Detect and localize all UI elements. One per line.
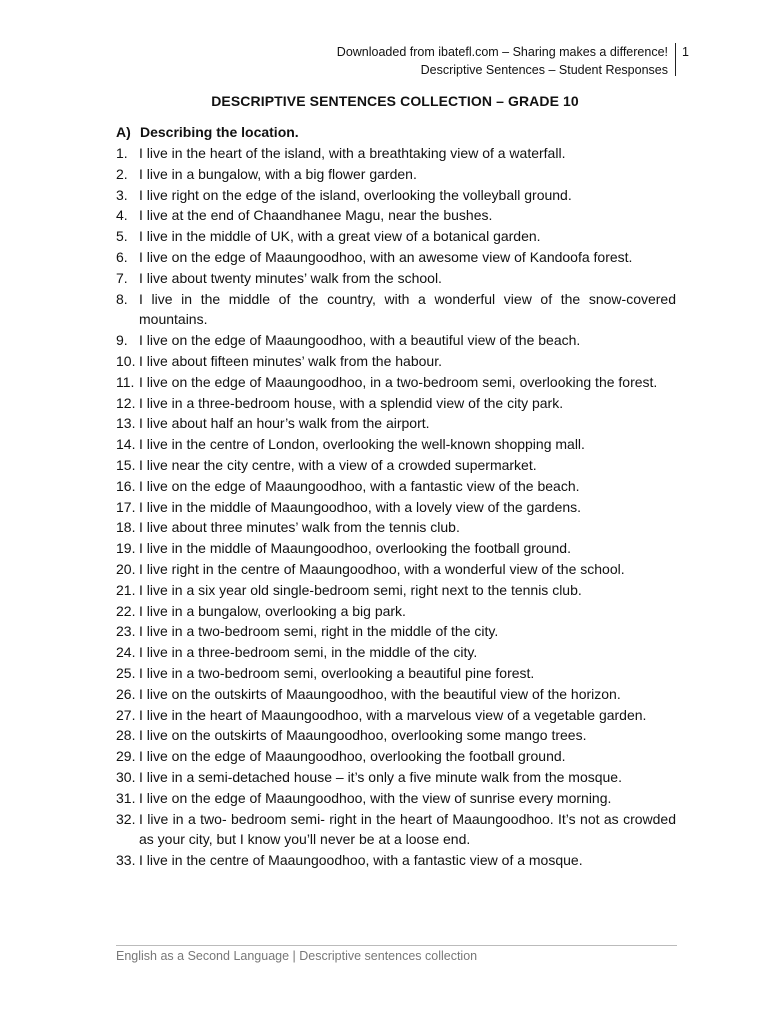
item-number: 23.	[116, 623, 136, 640]
item-text: I live on the edge of Maaungoodhoo, with a fantastic view of the beach.	[139, 477, 580, 494]
list-item	[116, 476, 676, 497]
list-item	[116, 497, 676, 518]
list-item	[116, 788, 676, 809]
item-number: 20.	[116, 560, 136, 577]
item-number: 6.	[116, 248, 128, 265]
list-item	[116, 746, 676, 767]
item-text: I live in a bungalow, overlooking a big park.	[139, 602, 406, 619]
item-text: I live in a bungalow, with a big flower garden.	[139, 165, 417, 182]
header-subtitle-line: Descriptive Sentences – Student Responses	[420, 63, 668, 77]
item-number: 18.	[116, 519, 136, 536]
list-item	[116, 642, 676, 663]
item-text: I live in the middle of Maaungoodhoo, overlooking the football ground.	[139, 540, 571, 557]
item-text: I live in a three-bedroom semi, in the middle of the city.	[139, 644, 478, 661]
item-number: 3.	[116, 186, 128, 203]
list-item	[116, 580, 676, 601]
item-text: I live about twenty minutes’ walk from the school.	[139, 269, 442, 286]
list-item	[116, 205, 676, 226]
item-text: I live on the edge of Maaungoodhoo, in a two-bedroom semi, overlooking the forest.	[139, 373, 658, 390]
item-text: I live at the end of Chaandhanee Magu, near the bushes.	[139, 207, 493, 224]
item-text: I live in the middle of UK, with a great view of a botanical garden.	[139, 228, 541, 245]
item-number: 19.	[116, 540, 136, 557]
item-text: I live on the edge of Maaungoodhoo, with the view of sunrise every morning.	[139, 789, 612, 806]
item-number: 31.	[116, 789, 136, 806]
item-number: 22.	[116, 602, 136, 619]
item-number: 32.	[116, 810, 136, 827]
item-text: I live in the middle of the country, with a wonderful view of the snow-covered mountains.	[139, 290, 676, 328]
item-number: 11.	[116, 373, 135, 390]
item-text: I live in the heart of the island, with a breathtaking view of a waterfall.	[139, 145, 566, 161]
list-item	[116, 289, 676, 331]
item-text: I live in the centre of London, overlooking the well-known shopping mall.	[139, 436, 585, 453]
item-number: 13.	[116, 415, 136, 432]
item-text: I live in a six year old single-bedroom semi, right next to the tennis club.	[139, 581, 582, 598]
item-text: I live in a three-bedroom house, with a splendid view of the city park.	[139, 394, 564, 411]
list-item	[116, 434, 676, 455]
list-item	[116, 164, 676, 185]
item-text: I live on the edge of Maaungoodhoo, with an awesome view of Kandoofa forest.	[139, 248, 633, 265]
item-text: I live in a two- bedroom semi- right in the heart of Maaungoodhoo. It’s not as crowded as your city, but I know you’ll never be at a loose end.	[139, 810, 676, 848]
list-item	[116, 663, 676, 684]
list-item	[116, 393, 676, 414]
item-number: 15.	[116, 456, 136, 473]
list-item	[116, 705, 676, 726]
item-text: I live in the heart of Maaungoodhoo, with a marvelous view of a vegetable garden.	[139, 706, 647, 723]
item-text: I live on the outskirts of Maaungoodhoo, overlooking some mango trees.	[139, 727, 587, 744]
item-number: 33.	[116, 852, 136, 869]
item-text: I live right in the centre of Maaungoodhoo, with a wonderful view of the school.	[139, 560, 625, 577]
item-text: I live on the edge of Maaungoodhoo, overlooking the football ground.	[139, 748, 566, 765]
list-item	[116, 559, 676, 580]
item-number: 2.	[116, 165, 128, 182]
item-text: I live about three minutes’ walk from the tennis club.	[139, 519, 460, 536]
list-item	[116, 372, 676, 393]
item-number: 17.	[116, 498, 136, 515]
item-number: 29.	[116, 748, 136, 765]
list-item	[116, 809, 676, 851]
item-text: I live in the centre of Maaungoodhoo, with a fantastic view of a mosque.	[139, 852, 583, 869]
list-item	[116, 268, 676, 289]
list-item	[116, 185, 676, 206]
item-number: 14.	[116, 436, 136, 453]
item-number: 4.	[116, 207, 128, 224]
item-number: 5.	[116, 228, 128, 245]
list-item	[116, 330, 676, 351]
item-text: I live about fifteen minutes’ walk from the habour.	[139, 352, 442, 369]
list-item	[116, 247, 676, 268]
item-text: I live in a two-bedroom semi, overlooking a beautiful pine forest.	[139, 664, 535, 681]
item-number: 28.	[116, 727, 136, 744]
list-item	[116, 143, 676, 164]
document-title: DESCRIPTIVE SENTENCES COLLECTION – GRADE 10	[211, 93, 579, 109]
item-text: I live right on the edge of the island, overlooking the volleyball ground.	[139, 186, 572, 203]
sentence-list	[116, 143, 676, 871]
item-number: 7.	[116, 269, 128, 286]
header-source-line: Downloaded from ibatefl.com – Sharing makes a difference!	[336, 45, 668, 59]
item-number: 16.	[116, 477, 136, 494]
list-item	[116, 601, 676, 622]
list-item	[116, 684, 676, 705]
item-number: 1.	[116, 145, 128, 161]
item-number: 25.	[116, 664, 136, 681]
item-number: 26.	[116, 685, 136, 702]
list-item	[116, 517, 676, 538]
section-heading	[116, 122, 676, 142]
list-item	[116, 455, 676, 476]
item-text: I live on the outskirts of Maaungoodhoo, with the beautiful view of the horizon.	[139, 685, 621, 702]
item-number: 10.	[116, 352, 136, 369]
page-header	[248, 43, 668, 79]
list-item	[116, 351, 676, 372]
list-item	[116, 413, 676, 434]
item-text: I live in a semi-detached house – it’s only a five minute walk from the mosque.	[139, 768, 622, 785]
list-item	[116, 621, 676, 642]
section-letter: A)	[116, 124, 131, 140]
item-number: 30.	[116, 768, 136, 785]
item-number: 27.	[116, 706, 136, 723]
item-text: I live in a two-bedroom semi, right in the middle of the city.	[139, 623, 499, 640]
item-number: 24.	[116, 644, 136, 661]
item-number: 9.	[116, 332, 128, 349]
item-text: I live near the city centre, with a view of a crowded supermarket.	[139, 456, 537, 473]
list-item	[116, 226, 676, 247]
page-number: 1	[675, 43, 701, 76]
item-number: 8.	[116, 290, 128, 307]
item-text: I live about half an hour’s walk from the airport.	[139, 415, 430, 432]
list-item	[116, 767, 676, 788]
item-number: 21.	[116, 581, 136, 598]
page-footer: English as a Second Language | Descriptive sentences collection	[116, 945, 677, 963]
item-number: 12.	[116, 394, 136, 411]
item-text: I live on the edge of Maaungoodhoo, with a beautiful view of the beach.	[139, 332, 581, 349]
section-heading-text: Describing the location.	[140, 124, 299, 140]
item-text: I live in the middle of Maaungoodhoo, with a lovely view of the gardens.	[139, 498, 582, 515]
list-item	[116, 850, 676, 871]
list-item	[116, 725, 676, 746]
list-item	[116, 538, 676, 559]
